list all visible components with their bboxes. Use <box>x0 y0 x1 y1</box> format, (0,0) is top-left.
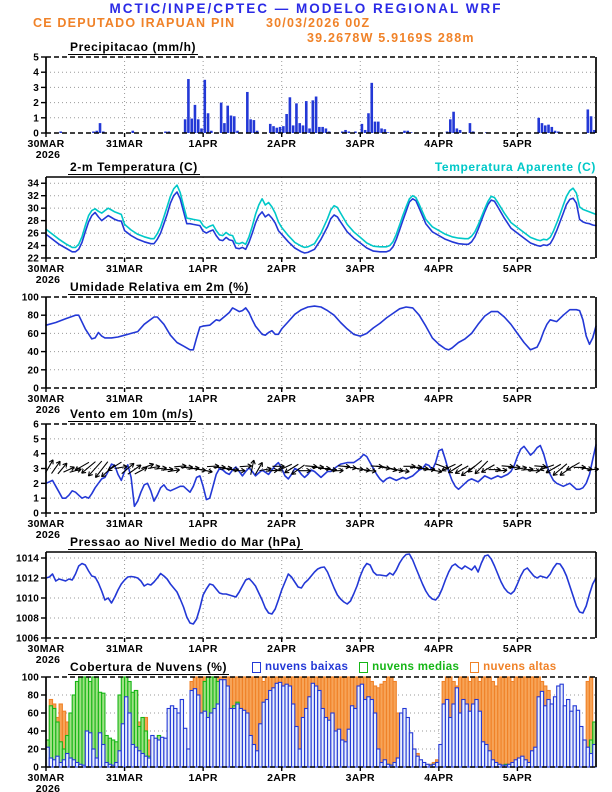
legend-item-mid-clouds <box>359 660 459 674</box>
svg-text:31MAR: 31MAR <box>106 518 144 530</box>
svg-text:2APR: 2APR <box>267 772 297 784</box>
low-clouds-swatch-icon <box>252 662 261 673</box>
svg-text:26: 26 <box>27 228 39 240</box>
svg-text:1APR: 1APR <box>188 263 218 275</box>
model-title: MCTIC/INPE/CPTEC — MODELO REGIONAL WRF <box>109 1 503 16</box>
svg-text:60: 60 <box>27 708 39 720</box>
svg-text:4APR: 4APR <box>424 263 454 275</box>
svg-text:0: 0 <box>33 508 39 520</box>
svg-text:5APR: 5APR <box>502 138 533 150</box>
svg-text:2: 2 <box>33 478 39 490</box>
svg-text:30MAR: 30MAR <box>27 138 65 150</box>
legend-label-mid-clouds: nuvens medias <box>372 661 460 673</box>
svg-text:1008: 1008 <box>15 613 39 625</box>
svg-text:31MAR: 31MAR <box>106 643 144 655</box>
high-clouds-swatch-icon <box>470 662 479 673</box>
svg-text:40: 40 <box>27 726 39 738</box>
svg-text:31MAR: 31MAR <box>106 772 144 784</box>
svg-text:28: 28 <box>27 216 39 228</box>
svg-text:0: 0 <box>33 128 39 140</box>
svg-text:1: 1 <box>33 113 39 125</box>
panel-title-wind: Vento em 10m (m/s) <box>70 407 194 421</box>
svg-text:3APR: 3APR <box>345 393 375 405</box>
svg-text:2026: 2026 <box>35 404 61 416</box>
legend-item-high-clouds <box>470 660 556 674</box>
svg-text:1010: 1010 <box>15 593 39 605</box>
svg-text:3APR: 3APR <box>345 518 375 530</box>
svg-text:2APR: 2APR <box>267 263 297 275</box>
svg-text:5: 5 <box>33 52 39 64</box>
svg-text:4APR: 4APR <box>424 772 454 784</box>
svg-text:1006: 1006 <box>15 633 39 645</box>
svg-text:2026: 2026 <box>35 274 61 286</box>
svg-text:30MAR: 30MAR <box>27 393 65 405</box>
svg-text:40: 40 <box>27 347 39 359</box>
svg-text:2: 2 <box>33 98 39 110</box>
svg-text:3APR: 3APR <box>345 263 375 275</box>
svg-text:2026: 2026 <box>35 654 61 666</box>
svg-text:4APR: 4APR <box>424 138 454 150</box>
svg-text:2APR: 2APR <box>267 643 297 655</box>
svg-text:2APR: 2APR <box>267 138 297 150</box>
svg-text:3: 3 <box>33 82 39 94</box>
svg-text:60: 60 <box>27 328 39 340</box>
svg-text:5APR: 5APR <box>502 393 533 405</box>
panel-title-apparent-temperature: Temperatura Aparente (C) <box>434 160 596 174</box>
mid-clouds-swatch-icon <box>359 662 368 673</box>
svg-text:2026: 2026 <box>35 529 61 541</box>
svg-text:5APR: 5APR <box>502 772 533 784</box>
svg-text:5: 5 <box>33 434 39 446</box>
svg-text:4APR: 4APR <box>424 518 454 530</box>
panel-title-humidity: Umidade Relativa em 2m (%) <box>70 280 249 294</box>
svg-text:4APR: 4APR <box>424 393 454 405</box>
legend-label-low-clouds: nuvens baixas <box>265 661 349 673</box>
panel-title-pressure: Pressao ao Nivel Medio do Mar (hPa) <box>70 535 302 549</box>
legend-item-low-clouds <box>252 660 348 674</box>
svg-text:31MAR: 31MAR <box>106 263 144 275</box>
svg-text:0: 0 <box>33 383 39 395</box>
svg-text:31MAR: 31MAR <box>106 138 144 150</box>
station-coordinates: 39.2678W 5.9169S 288m <box>307 31 475 45</box>
svg-text:34: 34 <box>27 178 39 190</box>
svg-text:1APR: 1APR <box>188 138 218 150</box>
svg-text:80: 80 <box>27 310 39 322</box>
svg-text:32: 32 <box>27 191 39 203</box>
svg-text:30MAR: 30MAR <box>27 263 65 275</box>
svg-text:2APR: 2APR <box>267 518 297 530</box>
svg-text:0: 0 <box>33 762 39 774</box>
svg-text:6: 6 <box>33 419 39 431</box>
cloud-legend <box>252 660 556 674</box>
svg-text:2026: 2026 <box>35 149 61 161</box>
svg-text:4: 4 <box>33 67 39 79</box>
svg-text:2APR: 2APR <box>267 393 297 405</box>
svg-text:24: 24 <box>27 241 39 253</box>
panel-title-precipitation: Precipitacao (mm/h) <box>70 40 197 54</box>
svg-text:100: 100 <box>21 672 39 684</box>
svg-text:4APR: 4APR <box>424 643 454 655</box>
svg-text:20: 20 <box>27 744 39 756</box>
svg-text:31MAR: 31MAR <box>106 393 144 405</box>
svg-text:1APR: 1APR <box>188 393 218 405</box>
svg-text:3APR: 3APR <box>345 138 375 150</box>
legend-label-high-clouds: nuvens altas <box>483 661 557 673</box>
svg-text:1: 1 <box>33 493 39 505</box>
svg-text:5APR: 5APR <box>502 518 533 530</box>
station-name: CE DEPUTADO IRAPUAN PIN <box>33 16 236 30</box>
panel-title-cloud-cover: Cobertura de Nuvens (%) <box>70 660 228 674</box>
svg-text:1APR: 1APR <box>188 643 218 655</box>
svg-text:1APR: 1APR <box>188 772 218 784</box>
svg-text:30: 30 <box>27 203 39 215</box>
svg-text:20: 20 <box>27 365 39 377</box>
svg-text:3APR: 3APR <box>345 643 375 655</box>
run-datetime: 30/03/2026 00Z <box>266 16 371 30</box>
svg-text:4: 4 <box>33 449 39 461</box>
svg-text:1012: 1012 <box>15 573 39 585</box>
svg-text:80: 80 <box>27 690 39 702</box>
svg-text:2026: 2026 <box>35 783 61 792</box>
svg-text:3: 3 <box>33 464 39 475</box>
svg-text:22: 22 <box>27 253 39 265</box>
panel-title-temperature: 2-m Temperatura (C) <box>70 160 198 174</box>
svg-text:1014: 1014 <box>15 553 39 565</box>
svg-text:30MAR: 30MAR <box>27 643 65 655</box>
svg-text:30MAR: 30MAR <box>27 772 65 784</box>
svg-text:5APR: 5APR <box>502 263 533 275</box>
svg-text:3APR: 3APR <box>345 772 375 784</box>
svg-text:5APR: 5APR <box>502 643 533 655</box>
svg-text:30MAR: 30MAR <box>27 518 65 530</box>
svg-text:100: 100 <box>21 292 39 304</box>
svg-text:1APR: 1APR <box>188 518 218 530</box>
